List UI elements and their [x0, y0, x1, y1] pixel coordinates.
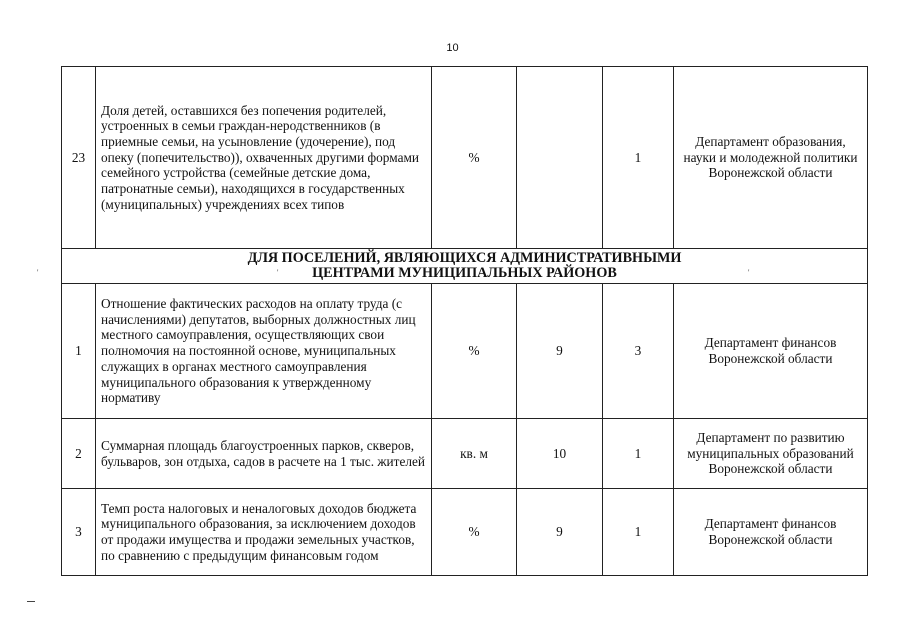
unit-cell: % — [432, 67, 517, 249]
indicator-description: Суммарная площадь благоустроенных парков, скверов, бульваров, зон отдыха, садов в расчете на 1 тыс. жителей — [96, 419, 432, 489]
table-row — [62, 67, 868, 249]
row-number: 3 — [62, 489, 96, 576]
value-cell: 9 — [517, 284, 603, 419]
indicators-table — [61, 66, 868, 576]
page-number: 10 — [446, 42, 459, 54]
department-cell: Департамент по развитию муниципальных образований Воронежской области — [674, 419, 868, 489]
row-number: 23 — [62, 67, 96, 249]
value-cell: 10 — [517, 419, 603, 489]
value-cell — [517, 67, 603, 249]
section-title — [62, 249, 868, 284]
indicator-description: Отношение фактических расходов на оплату труда (с начислениями) депутатов, выборных должностных лиц местного самоуправления, осуществляющих свои полномочия на постоянной основе, муниципальных служащих в органах местного самоуправления муниципального образования к утвержденному нормативу — [96, 284, 432, 419]
weight-cell: 1 — [603, 489, 674, 576]
scan-mark: ' — [277, 268, 279, 277]
scan-mark: ' — [37, 268, 39, 277]
row-number: 1 — [62, 284, 96, 419]
scan-mark — [27, 601, 35, 602]
row-number: 2 — [62, 419, 96, 489]
scan-mark: ' — [748, 268, 750, 277]
value-cell: 9 — [517, 489, 603, 576]
section-title-text: ДЛЯ ПОСЕЛЕНИЙ, ЯВЛЯЮЩИХСЯ АДМИНИСТРАТИВНЫМИ ЦЕНТРАМИ МУНИЦИПАЛЬНЫХ РАЙОНОВ — [247, 250, 682, 281]
unit-cell: % — [432, 489, 517, 576]
department-cell: Департамент финансов Воронежской области — [674, 284, 868, 419]
indicator-description: Доля детей, оставшихся без попечения родителей, устроенных в семьи граждан-неродственников (в приемные семьи, на усыновление (удочерение), под опеку (попечительство)), охваченных другими формами семейного устройства (семейные детские дома, патронатные семьи), находящихся в государственных (муниципальных) учреждениях всех типов — [96, 67, 432, 249]
unit-cell: % — [432, 284, 517, 419]
weight-cell: 1 — [603, 419, 674, 489]
weight-cell: 3 — [603, 284, 674, 419]
table-row — [62, 489, 868, 576]
indicator-description: Темп роста налоговых и неналоговых доходов бюджета муниципального образования, за исключением доходов от продажи имущества и продажи земельных участков, по сравнению с предыдущим финансовым годом — [96, 489, 432, 576]
department-cell: Департамент образования, науки и молодежной политики Воронежской области — [674, 67, 868, 249]
section-header-row — [62, 249, 868, 284]
department-cell: Департамент финансов Воронежской области — [674, 489, 868, 576]
table-row — [62, 419, 868, 489]
unit-cell: кв. м — [432, 419, 517, 489]
weight-cell: 1 — [603, 67, 674, 249]
table-row — [62, 284, 868, 419]
